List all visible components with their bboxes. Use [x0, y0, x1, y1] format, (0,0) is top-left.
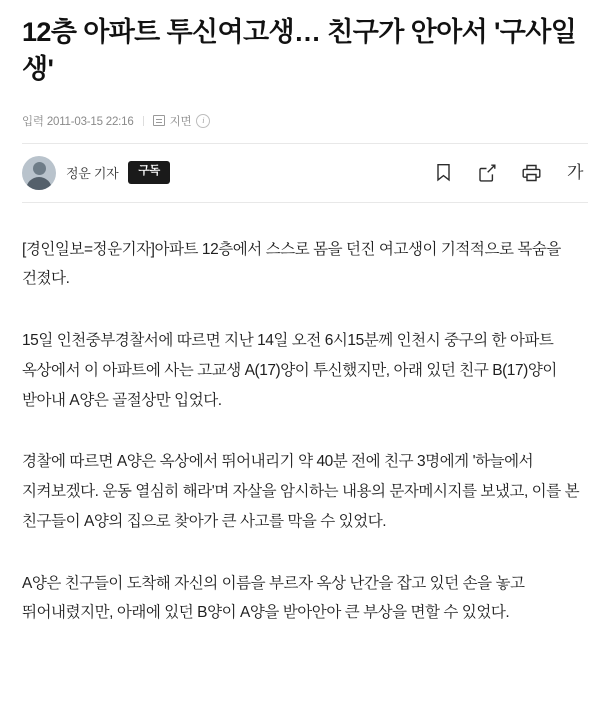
paragraph: A양은 친구들이 도착해 자신의 이름을 부르자 옥상 난간을 잡고 있던 손을 놓고 뛰어내렸지만, 아래에 있던 B양이 A양을 받아안아 큰 부상을 면할 수 있었다. [22, 574, 525, 622]
bookmark-icon[interactable] [432, 162, 454, 184]
share-icon[interactable] [476, 162, 498, 184]
subscribe-button[interactable]: 구독 [128, 161, 170, 184]
paragraph: 경찰에 따르면 A양은 옥상에서 뛰어내리기 약 40분 전에 친구 3명에게 '하늘에서 지켜보겠다. 운동 열심히 해라'며 자살을 암시하는 내용의 문자메시지를 보냈고, 이를 본 친구들이 A양의 집으로 찾아가 큰 사고를 막을 수 있었다. [22, 453, 580, 530]
print-icon[interactable] [520, 162, 542, 184]
byline-bar [22, 143, 588, 203]
info-icon[interactable]: i [196, 114, 210, 128]
publish-date: 입력 2011-03-15 22:16 [22, 115, 134, 128]
byline-left [22, 156, 170, 190]
page-title: 12층 아파트 투신여고생… 친구가 안아서 '구사일생' [22, 17, 577, 85]
newspaper-icon [153, 115, 165, 126]
paragraph: [경인일보=정운기자]아파트 12층에서 스스로 몸을 던진 여고생이 기적적으로 목숨을 건졌다. [22, 240, 561, 288]
meta-divider [143, 116, 144, 126]
paper-edition-label: 지면 [169, 115, 192, 128]
article-meta [22, 113, 588, 129]
reporter-name[interactable]: 정운 기자 [66, 166, 119, 181]
font-size-icon[interactable]: 가 [567, 163, 583, 182]
article-tools [432, 162, 588, 184]
avatar[interactable] [22, 156, 56, 190]
paragraph: 15일 인천중부경찰서에 따르면 지난 14일 오전 6시15분께 인천시 중구의 한 아파트 옥상에서 이 아파트에 사는 고교생 A(17)양이 투신했지만, 아래 있던 친구 B(17)양이 받아내 A양은 골절상만 입었다. [22, 332, 557, 409]
article-body [22, 235, 588, 629]
